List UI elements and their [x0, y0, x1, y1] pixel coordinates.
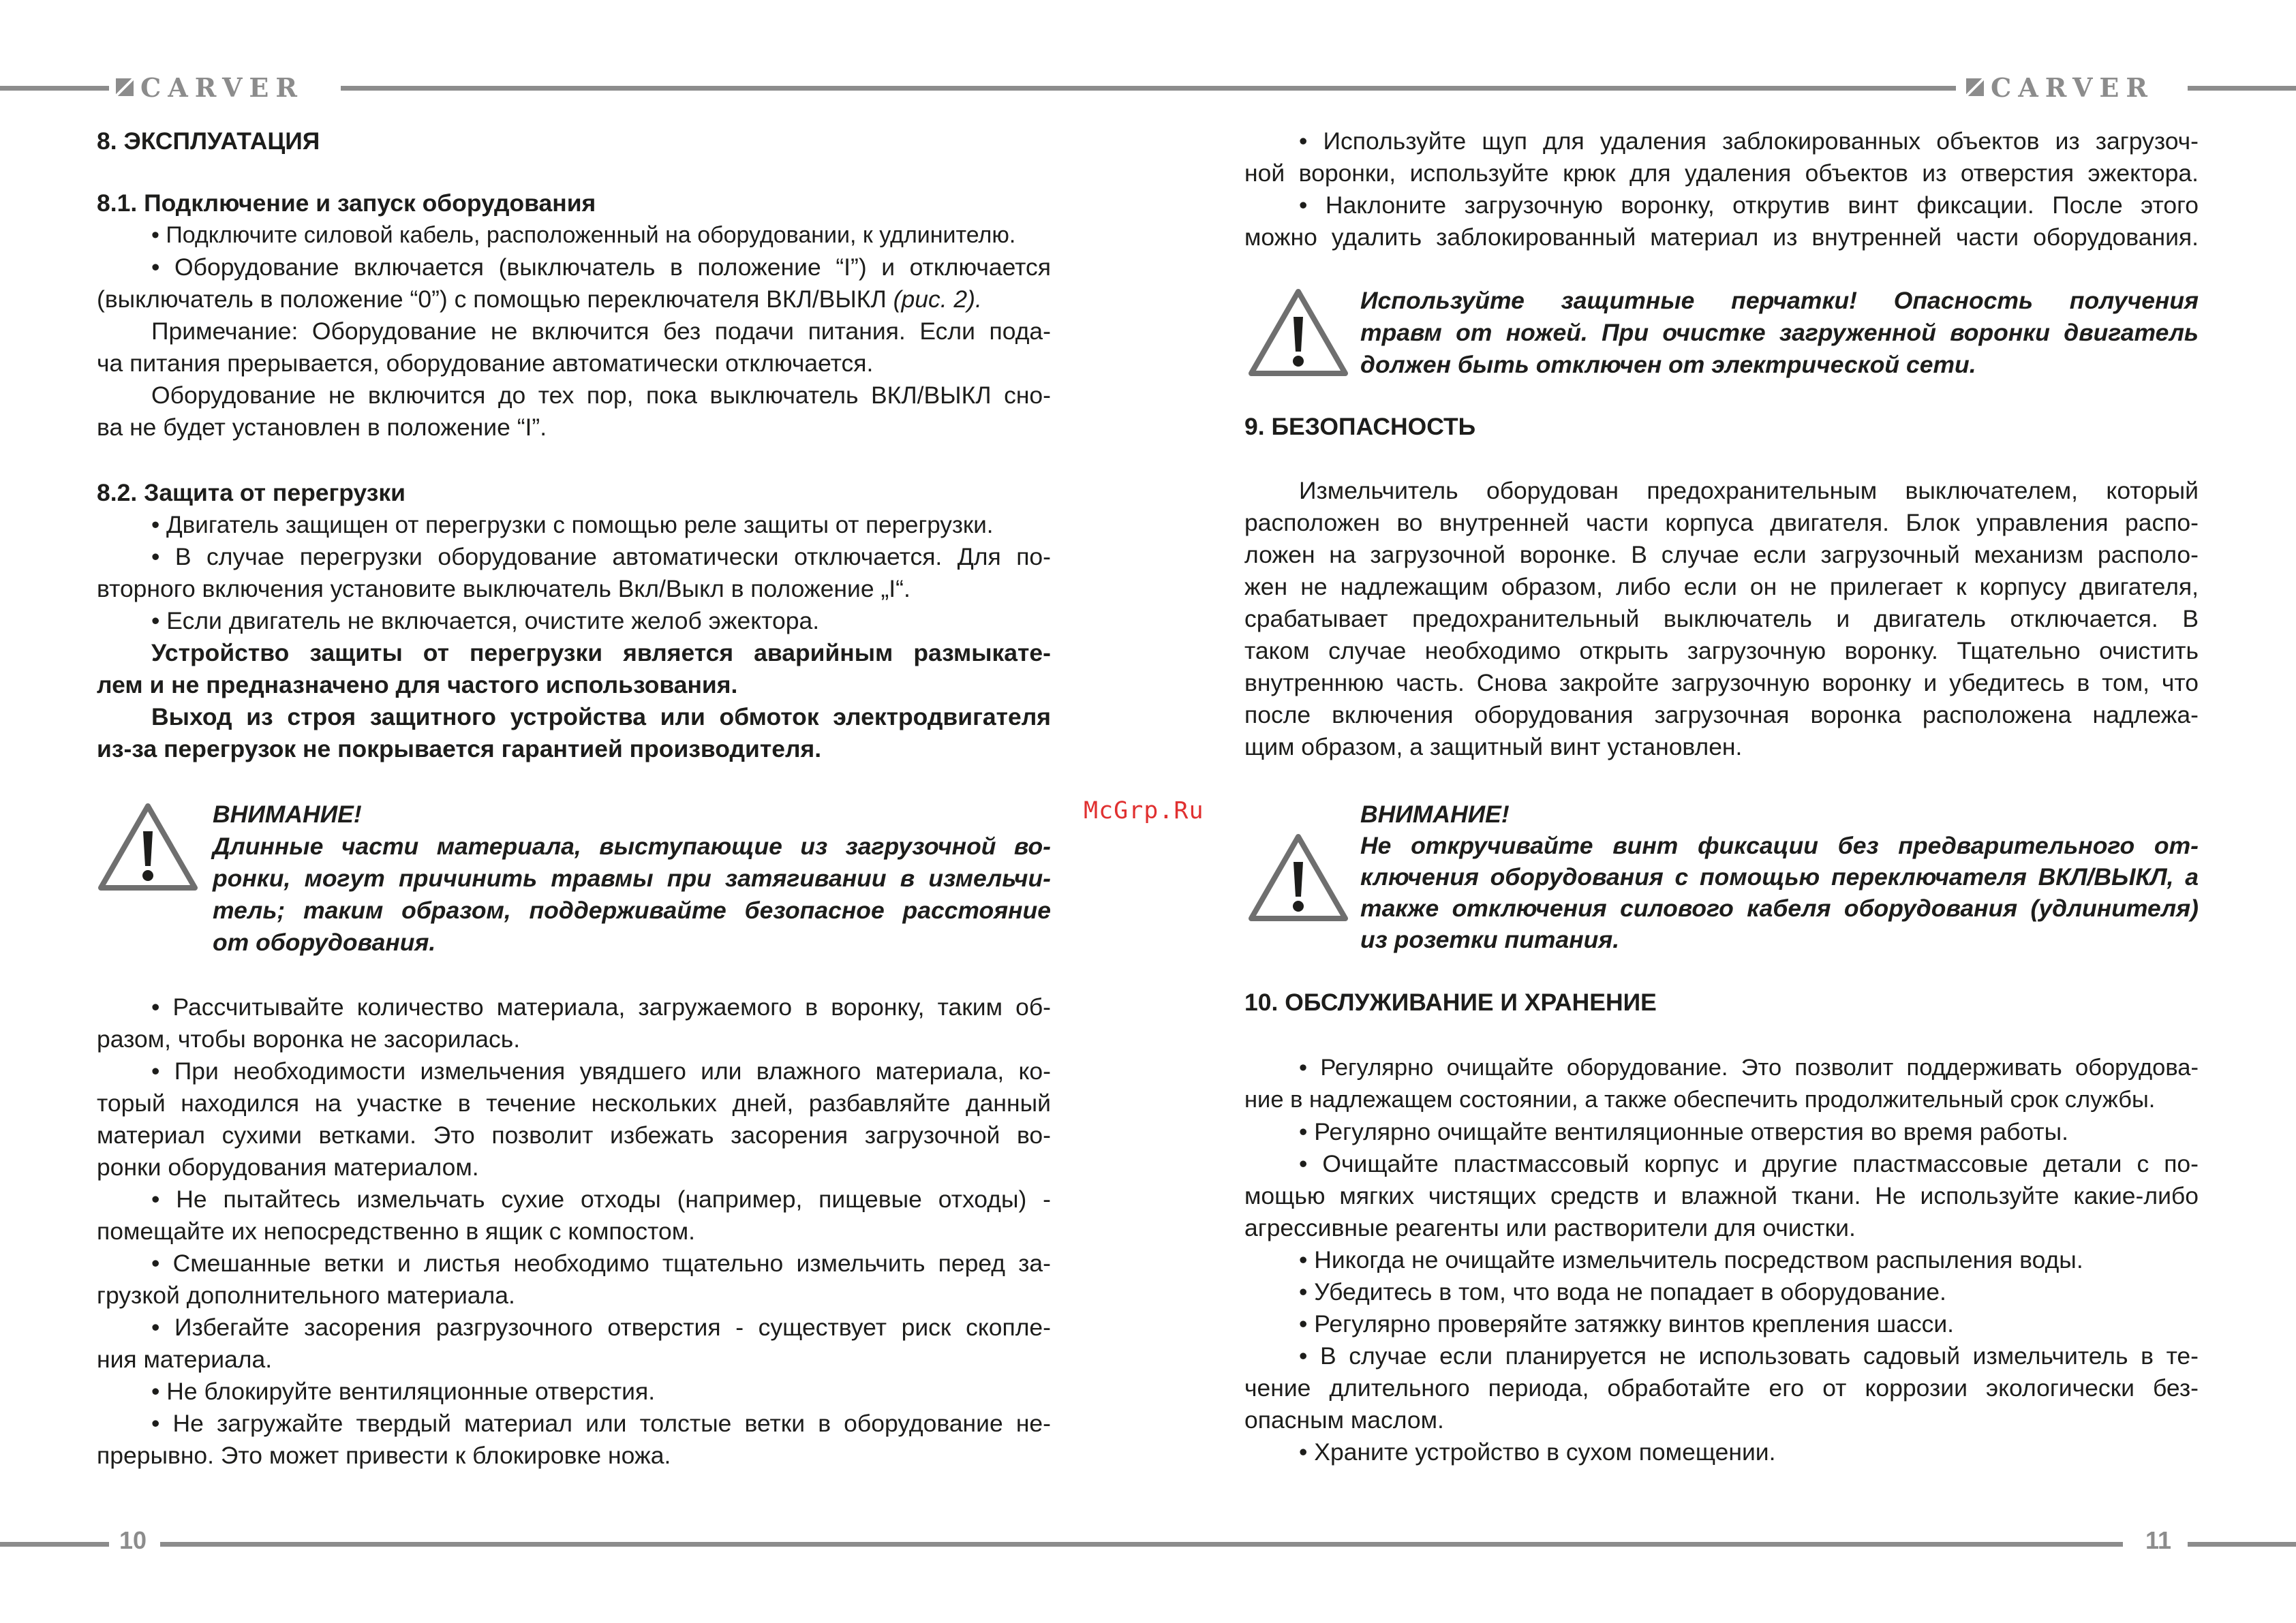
section-10-title: 10. ОБСЛУЖИВАНИЕ И ХРАНЕНИЕ: [1244, 989, 1657, 1016]
warning2-line-3: также отключения силового кабеля оборудования (удлинителя): [1360, 895, 2199, 922]
brand-name: CARVER: [140, 72, 304, 103]
footer-rule-middle: [160, 1542, 2123, 1547]
bullet-line-6: ронки оборудования материалом.: [97, 1154, 479, 1181]
warning-triangle-icon: [1247, 286, 1349, 378]
footer-rule-right: [2188, 1542, 2296, 1547]
s81-line-7: Оборудование не включится до тех пор, пока выключатель ВКЛ/ВЫКЛ сно-: [151, 382, 1051, 409]
brand-logo-icon: [116, 78, 134, 96]
s9-line-3: ложен на загрузочной воронке. В случае если загрузочный механизм располо-: [1244, 541, 2199, 568]
s82-line-4: • Если двигатель не включается, очистите желоб эжектора.: [151, 607, 820, 634]
s81-line-8: ва не будет установлен в положение “I”.: [97, 414, 547, 441]
s82-line-1: • Двигатель защищен от перегрузки с помощью реле защиты от перегрузки.: [151, 512, 994, 538]
warning-line-2: ронки, могут причинить травмы при затягивании в измельчи-: [213, 865, 1051, 892]
top-line-3: • Наклоните загрузочную воронку, открутив винт фиксации. После этого: [1299, 191, 2199, 219]
bullet-line-12: ния материала.: [97, 1346, 273, 1373]
bullet-line-7: • Не пытайтесь измельчать сухие отходы (например, пищевые отходы) -: [151, 1186, 1051, 1213]
s10-line-11: чение длительного периода, обработайте его от коррозии экологически без-: [1244, 1374, 2199, 1402]
s10-line-9: • Регулярно проверяйте затяжку винтов крепления шасси.: [1299, 1310, 1955, 1338]
warning2-line-4: из розетки питания.: [1360, 926, 1620, 953]
s10-line-3: • Регулярно очищайте вентиляционные отверстия во время работы.: [1299, 1118, 2068, 1145]
s9-line-6: таком случае необходимо открыть загрузочную воронку. Тщательно очистить: [1244, 637, 2199, 664]
bullet-line-13: • Не блокируйте вентиляционные отверстия.: [151, 1378, 656, 1405]
top-line-1: • Используйте щуп для удаления заблокированных объектов из загрузоч-: [1299, 127, 2199, 155]
bullet-line-14: • Не загружайте твердый материал или толстые ветки в оборудование не-: [151, 1410, 1051, 1437]
warning-title: ВНИМАНИЕ!: [213, 801, 362, 828]
footer-rule-left: [0, 1542, 109, 1547]
section-8-1-title: 8.1. Подключение и запуск оборудования: [97, 189, 596, 217]
s82-line-3: вторного включения установите выключатель Вкл/Выкл в положение „I“.: [97, 575, 910, 602]
warning1-line-3: должен быть отключен от электрической сети.: [1360, 351, 1976, 378]
bullet-line-4: торый находился на участке в течение нескольких дней, разбавляйте данный: [97, 1089, 1051, 1117]
warning2-line-1: Не откручивайте винт фиксации без предварительного от-: [1360, 832, 2199, 859]
header-brand-right: [1966, 74, 2154, 101]
s9-line-8: после включения оборудования загрузочная воронка расположена надлежа-: [1244, 701, 2199, 728]
warning-triangle-icon: [97, 801, 199, 893]
s82-bold-1: Устройство защиты от перегрузки является аварийным размыкате-: [151, 639, 1051, 666]
warning-line-1: Длинные части материала, выступающие из загрузочной во-: [213, 833, 1051, 860]
s10-line-5: мощью мягких чистящих средств и влажной ткани. Не используйте какие-либо: [1244, 1182, 2199, 1209]
s10-line-8: • Убедитесь в том, что вода не попадает в оборудование.: [1299, 1278, 1946, 1305]
watermark: McGrp.Ru: [1084, 797, 1204, 824]
section-8-title: 8. ЭКСПЛУАТАЦИЯ: [97, 127, 320, 155]
bullet-line-2: разом, чтобы воронка не засорилась.: [97, 1025, 521, 1053]
warning-triangle-icon: [1247, 831, 1349, 923]
bullet-line-11: • Избегайте засорения разгрузочного отверстия - существует риск скопле-: [151, 1314, 1051, 1341]
s81-line-5: Примечание: Оборудование не включится без подачи питания. Если пода-: [151, 318, 1051, 345]
header-rule-left-long: [341, 86, 1956, 91]
s82-bold-3: Выход из строя защитного устройства или обмоток электродвигателя: [151, 703, 1051, 730]
s81-line-3: [97, 283, 982, 315]
warning1-line-2: травм от ножей. При очистке загруженной воронки двигатель: [1360, 319, 2199, 346]
s10-line-4: • Очищайте пластмассовый корпус и другие пластмассовые детали с по-: [1299, 1150, 2199, 1177]
bullet-line-8: помещайте их непосредственно в ящик с компостом.: [97, 1218, 695, 1245]
s10-line-10: • В случае если планируется не использовать садовый измельчитель в те-: [1299, 1342, 2199, 1370]
s9-line-7: внутреннюю часть. Снова закройте загрузочную воронку и убедитесь в том, что: [1244, 669, 2199, 696]
s10-line-7: • Никогда не очищайте измельчитель посредством распыления воды.: [1299, 1246, 2083, 1273]
top-line-2: ной воронки, используйте крюк для удаления объектов из отверстия эжектора.: [1244, 159, 2199, 187]
s82-line-2: • В случае перегрузки оборудование автоматически отключается. Для по-: [151, 543, 1051, 570]
bullet-line-1: • Рассчитывайте количество материала, загружаемого в воронку, таким об-: [151, 993, 1051, 1021]
warning1-line-1: Используйте защитные перчатки! Опасность получения: [1360, 287, 2199, 314]
warning-line-4: от оборудования.: [213, 929, 436, 956]
header-rule-left: [0, 86, 109, 91]
s9-line-4: жен не надлежащим образом, либо если он не прилегает к корпусу двигателя,: [1244, 573, 2199, 600]
warning2-line-2: ключения оборудования с помощью переключателя ВКЛ/ВЫКЛ, а: [1360, 863, 2199, 891]
page-number-left: 10: [119, 1526, 147, 1554]
s9-line-9: щим образом, а защитный винт установлен.: [1244, 733, 1743, 760]
warning-line-3: тель; таким образом, поддерживайте безопасное расстояние: [213, 897, 1051, 924]
s9-line-1: Измельчитель оборудован предохранительным выключателем, который: [1299, 477, 2199, 504]
brand-logo-icon: [1966, 78, 1984, 96]
brand-name: CARVER: [1991, 72, 2154, 103]
bullet-line-5: материал сухими ветками. Это позволит избежать засорения загрузочной во-: [97, 1122, 1051, 1149]
header-rule-right: [2188, 86, 2296, 91]
s10-line-13: • Храните устройство в сухом помещении.: [1299, 1438, 1776, 1466]
s9-line-5: срабатывает предохранительный выключатель и двигатель отключается. В: [1244, 605, 2199, 632]
s10-line-2: ние в надлежащем состоянии, а также обеспечить продолжительный срок службы.: [1244, 1087, 2156, 1113]
s81-line-2: • Оборудование включается (выключатель в положение “I”) и отключается: [151, 253, 1051, 281]
s81-figure-ref: (рис. 2).: [893, 285, 982, 313]
s82-bold-2: лем и не предназначено для частого использования.: [97, 671, 738, 698]
s10-line-12: опасным маслом.: [1244, 1406, 1444, 1434]
warning2-title: ВНИМАНИЕ!: [1360, 801, 1510, 828]
bullet-line-15: прерывно. Это может привести к блокировке ножа.: [97, 1442, 671, 1469]
s10-line-1: • Регулярно очищайте оборудование. Это позволит поддерживать оборудова-: [1299, 1055, 2199, 1081]
bullet-line-3: • При необходимости измельчения увядшего или влажного материала, ко-: [151, 1057, 1051, 1085]
section-9-title: 9. БЕЗОПАСНОСТЬ: [1244, 413, 1476, 440]
s9-line-2: расположен во внутренней части корпуса двигателя. Блок управления распо-: [1244, 509, 2199, 536]
s10-line-6: агрессивные реагенты или растворители для очистки.: [1244, 1214, 1856, 1241]
s81-line-6: ча питания прерывается, оборудование автоматически отключается.: [97, 350, 874, 377]
top-line-4: можно удалить заблокированный материал из внутренней части оборудования.: [1244, 223, 2199, 251]
s81-line-3-text: (выключатель в положение “0”) с помощью переключателя ВКЛ/ВЫКЛ: [97, 285, 887, 313]
s81-line-1: • Подключите силовой кабель, расположенный на оборудовании, к удлинителю.: [151, 222, 1016, 248]
page-number-right: 11: [2145, 1526, 2172, 1554]
bullet-line-9: • Смешанные ветки и листья необходимо тщательно измельчить перед за-: [151, 1250, 1051, 1277]
header-brand-left: [116, 74, 304, 101]
s82-bold-4: из-за перегрузок не покрывается гарантией производителя.: [97, 735, 822, 762]
section-8-2-title: 8.2. Защита от перегрузки: [97, 479, 406, 506]
bullet-line-10: грузкой дополнительного материала.: [97, 1282, 515, 1309]
